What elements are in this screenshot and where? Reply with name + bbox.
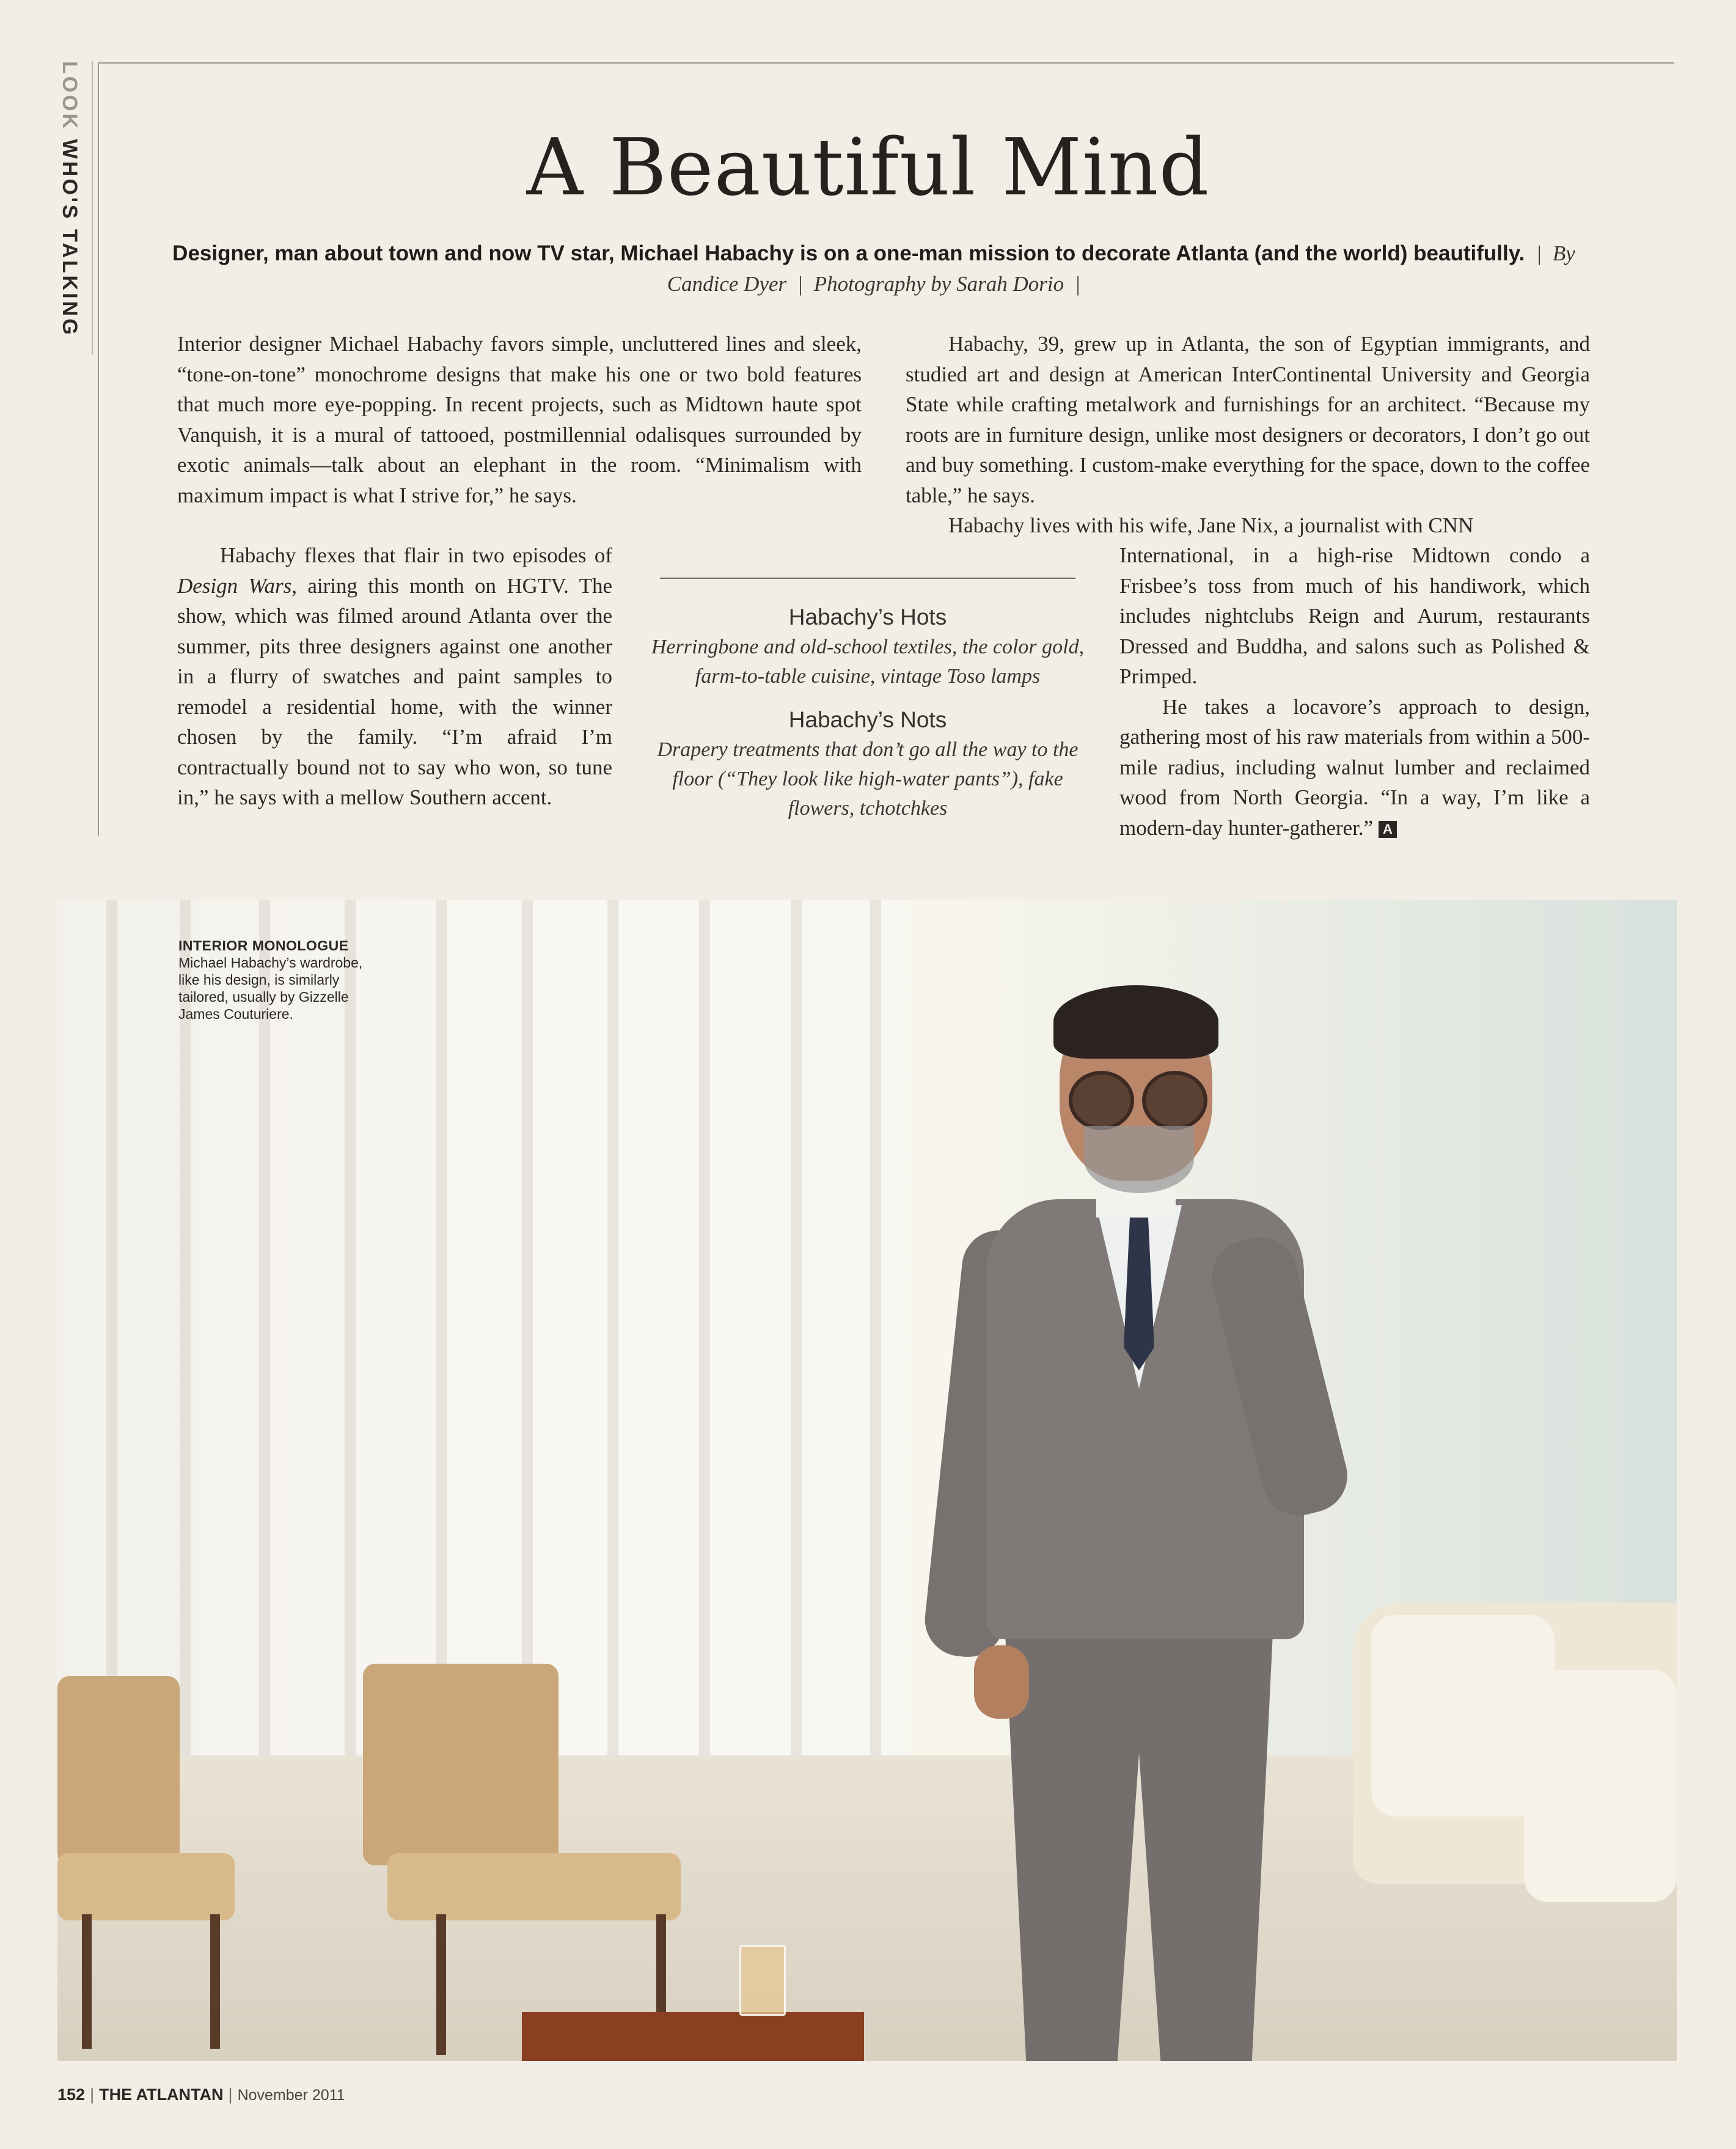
section-whos-talking: WHO'S TALKING bbox=[58, 139, 81, 337]
nots-title: Habachy’s Nots bbox=[788, 707, 947, 732]
article-dek bbox=[171, 238, 1577, 299]
body-paragraph-3 bbox=[906, 329, 1590, 541]
feature-photo bbox=[57, 900, 1677, 2061]
photo-caption bbox=[178, 937, 380, 1023]
page-number: 152 bbox=[57, 2085, 86, 2104]
show-title: Design Wars bbox=[177, 573, 292, 598]
page-footer: 152 | THE ATLANTAN | November 2011 bbox=[57, 2085, 345, 2104]
portrait-subject bbox=[919, 973, 1359, 2061]
body-paragraph-1 bbox=[177, 329, 862, 510]
credits: | By Candice Dyer | Photography by Sarah Dorio | bbox=[667, 241, 1575, 296]
paragraph-4-rest: International, in a high-rise Midtown condo a Frisbee’s toss from much of his handiwork, which includes nightclubs Reign and Aurum, restaurants Dressed and Buddha, and salons such as Polished & Primped. bbox=[1119, 543, 1590, 688]
article-title: A Beautiful Mind bbox=[526, 122, 1210, 213]
hots-nots-sidebar bbox=[642, 578, 1094, 823]
pillow bbox=[1524, 1670, 1677, 1902]
magazine-name: THE ATLANTAN bbox=[99, 2085, 224, 2104]
paragraph-4-lead: Habachy lives with his wife, Jane Nix, a journalist with CNN bbox=[948, 513, 1474, 537]
top-rule bbox=[98, 62, 1674, 64]
section-look: LOOK bbox=[58, 61, 81, 131]
p2-post: , airing this month on HGTV. The show, which was filmed around Atlanta over the summer, pits three designers against one another in a flurry of swatches and paint samples to remodel a residential home, with the winner chosen by the family. “I’m afraid I’m contractually bound not to say who won, so tune in,” he says with a mellow Southern accent. bbox=[177, 573, 612, 809]
body-paragraph-2 bbox=[177, 540, 612, 813]
paragraph-text: Habachy, 39, grew up in Atlanta, the son of Egyptian immigrants, and studied art and design at American InterContinental University and Georgia State while crafting metalwork and furnishings for an architect. “Because my roots are in furniture design, unlike most designers or decorators, I don’t go out and buy something. I custom-make everything for the space, down to the coffee table,” he says. bbox=[906, 332, 1590, 507]
photo-credit: Photography by Sarah Dorio bbox=[813, 272, 1064, 296]
end-mark-icon: A bbox=[1379, 821, 1397, 838]
body-paragraph-4-5 bbox=[1119, 540, 1590, 843]
caption-head: INTERIOR MONOLOGUE bbox=[178, 938, 349, 953]
caption-text: Michael Habachy’s wardrobe, like his design, is similarly tailored, usually by Gizzelle James Couturiere. bbox=[178, 955, 363, 1022]
byline: By Candice Dyer bbox=[667, 241, 1575, 296]
issue-date: November 2011 bbox=[237, 2087, 345, 2104]
p2-pre: Habachy flexes that flair in two episodes of bbox=[220, 543, 612, 567]
paragraph-text: He takes a locavore’s approach to design, gathering most of his raw materials from within a 500-mile radius, including walnut lumber and reclaimed wood from North Georgia. “In a way, I’m like a modern-day hunter-gatherer.” bbox=[1119, 694, 1590, 840]
whisky-glass bbox=[739, 1945, 786, 2016]
paragraph-text: Interior designer Michael Habachy favors simple, uncluttered lines and sleek, “tone-on-tone” monochrome designs that make his one or two bold features that much more eye-popping. In recent projects, such as Midtown haute spot Vanquish, it is a mural of tattooed, postmillennial odalisques surrounded by exotic animals—talk about an elephant in the room. “Minimalism with maximum impact is what I strive for,” he says. bbox=[177, 332, 862, 507]
hots-title: Habachy’s Hots bbox=[788, 604, 947, 630]
paragraph-text bbox=[177, 540, 612, 813]
coffee-table bbox=[522, 2012, 864, 2061]
sidebar-rule bbox=[660, 578, 1075, 579]
hots-text: Herringbone and old-school textiles, the color gold, farm-to-table cuisine, vintage Toso lamps bbox=[651, 636, 1085, 688]
dek-text: Designer, man about town and now TV star, Michael Habachy is on a one-man mission to decorate Atlanta (and the world) beautifully. bbox=[172, 241, 1525, 265]
paragraph-5 bbox=[1119, 692, 1590, 843]
nots-text: Drapery treatments that don’t go all the way to the floor (“They look like high-water pants”), fake flowers, tchotchkes bbox=[657, 738, 1079, 820]
